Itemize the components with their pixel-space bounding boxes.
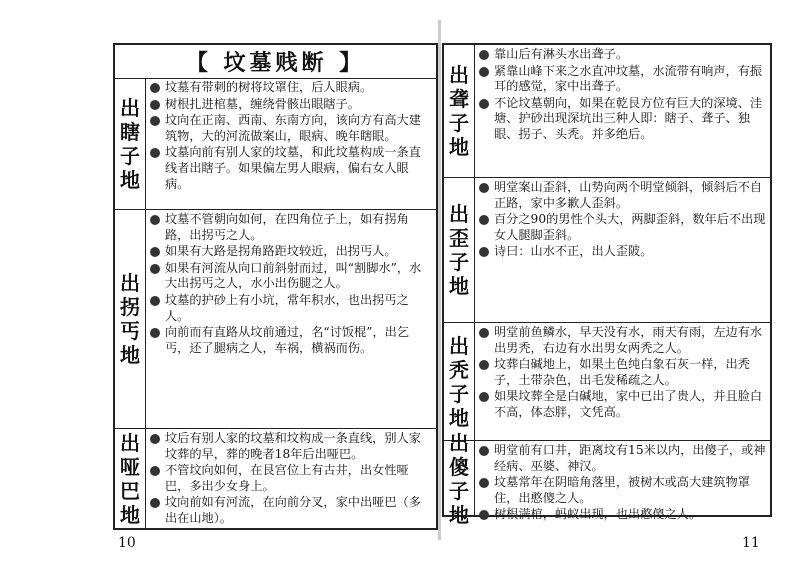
list-item-text: 如果有大路是拐角路距坟较近，出拐丐人。	[165, 244, 397, 259]
section-items	[477, 325, 767, 422]
bullet-icon	[150, 100, 160, 110]
list-item-text: 坟向前如有河流，在向前分叉，家中出哑巴（多出在山地）。	[165, 495, 421, 525]
list-item	[148, 244, 433, 260]
section-label-char: 秃	[449, 357, 469, 382]
section-label-char: 地	[449, 274, 469, 298]
right-page-table	[442, 43, 772, 527]
list-item-text: 坟墓向前有别人家的坟墓，和此坟墓构成一条直线者出瞎子。如果偏左男人眼病，偏右女人眼病。	[165, 145, 421, 191]
bullet-icon	[150, 148, 160, 158]
section-label-char: 地	[449, 503, 469, 527]
section-items	[477, 180, 767, 261]
bullet-icon	[479, 99, 489, 109]
section-label-char: 地	[449, 405, 469, 430]
list-item	[477, 389, 767, 420]
section-items	[148, 431, 433, 528]
page-number-right: 11	[742, 535, 760, 551]
list-item	[148, 113, 433, 144]
list-item	[477, 357, 767, 388]
section-fool	[444, 431, 770, 527]
bullet-icon	[479, 478, 489, 488]
list-item	[148, 495, 433, 526]
list-item-text: 明堂案山歪斜，山势向两个明堂倾斜，倾斜后不自正路，家中多歉人歪斜。	[494, 180, 763, 210]
list-item-text: 坟墓有带刺的树将坟罩住，后人眼病。	[165, 80, 373, 94]
page-number-left: 10	[118, 535, 136, 551]
bullet-icon	[150, 498, 160, 508]
bullet-icon	[479, 183, 489, 193]
section-deaf	[444, 45, 770, 178]
bullet-icon	[150, 247, 160, 257]
list-item-text: 明堂前有口井，距离坟有15米以内，出傻子，或神经病、巫婆、神汉。	[494, 443, 766, 473]
bullet-icon	[479, 50, 489, 60]
list-item	[477, 244, 767, 260]
section-label	[115, 78, 146, 209]
section-label-char: 子	[449, 250, 469, 274]
section-label-char: 丐	[120, 319, 140, 343]
list-item	[477, 507, 767, 523]
section-lame-beggar	[115, 210, 436, 429]
list-item	[148, 325, 433, 356]
section-label-char: 傻	[449, 455, 469, 479]
list-item-text: 不管坟向如何，在艮宫位上有古井，出女性哑巴，多出少女身上。	[165, 463, 409, 493]
section-crooked	[444, 178, 770, 323]
section-label-char: 出	[120, 95, 140, 120]
section-label	[444, 45, 475, 177]
list-item	[477, 64, 767, 95]
list-item-text: 靠山后有淋头水出聋子。	[494, 47, 629, 61]
list-item-text: 向前而有直路从坟前通过，名“讨饭棍”，出乞丐，还了腿病之人，车祸，横祸而伤。	[165, 325, 410, 355]
left-page-table	[113, 43, 438, 530]
section-label-char: 聋	[449, 87, 469, 111]
bullet-icon	[479, 510, 489, 520]
list-item	[148, 261, 433, 292]
section-items	[148, 80, 433, 193]
section-blind	[115, 78, 436, 210]
list-item	[477, 180, 767, 211]
section-label-char: 子	[120, 143, 140, 168]
bullet-icon	[479, 247, 489, 257]
section-label-char: 地	[120, 343, 140, 367]
list-item-text: 坟葬白碱地上，如果土色纯白象石灰一样，出秃子，土带杂色，出毛发稀疏之人。	[494, 357, 750, 387]
section-label-char: 出	[449, 202, 469, 226]
section-label-char: 子	[449, 111, 469, 135]
list-item-text: 坟向在正南、西南、东南方向，该向方有高大建筑物，大的河流做案山，眼病、晚年瞎眼。	[165, 113, 421, 143]
list-item	[477, 475, 767, 506]
page-title: 【 坟墓贱断 】	[185, 51, 366, 76]
bullet-icon	[479, 328, 489, 338]
section-label-char: 哑	[120, 454, 140, 479]
list-item-text: 坟墓常年在阴暗角落里，被树木或高大建筑物罩住，出憨傻之人。	[494, 475, 750, 505]
list-item-text: 诗曰：山水不正，出人歪陂。	[494, 244, 653, 259]
bullet-icon	[150, 296, 160, 306]
section-label-char: 瞎	[120, 119, 140, 144]
section-items	[477, 47, 767, 144]
section-label-char: 地	[120, 502, 140, 527]
bullet-icon	[150, 434, 160, 444]
bullet-icon	[479, 67, 489, 77]
list-item-text: 明堂前鱼鳞水，早天没有水，雨天有雨，左边有水出男秃，右边有水出男女两秃之人。	[494, 325, 763, 355]
section-label-char: 子	[449, 381, 469, 406]
list-item	[477, 47, 767, 63]
list-item-text: 坟墓的护砂上有小坑，常年积水，也出拐丐之人。	[165, 292, 409, 323]
list-item	[477, 443, 767, 474]
list-item	[148, 463, 433, 494]
section-label-char: 歪	[449, 226, 469, 250]
section-label-char: 子	[449, 479, 469, 503]
list-item-text: 不论坟墓朝向，如果在乾艮方位有巨大的深境、洼塘、护砂出现深坑出三种人即：瞎子、聋子、独眼、拐子、头秃。并多绝后。	[494, 95, 763, 141]
list-item-text: 坟后有别人家的坟墓和坟构成一条直线，别人家坟葬的早，葬的晚者18年后出哑巴。	[165, 431, 421, 461]
section-bald	[444, 323, 770, 441]
section-label-char: 拐	[120, 295, 140, 319]
list-item	[477, 325, 767, 356]
bullet-icon	[150, 83, 160, 93]
list-item	[477, 96, 767, 143]
bullet-icon	[150, 328, 160, 338]
section-label-char: 地	[449, 135, 469, 159]
section-label-char: 出	[449, 63, 469, 87]
list-item-text: 如果有河流从向口前斜射而过，叫“割脚水”，水大出拐丐之人，水小出伤腿之人。	[165, 260, 422, 291]
list-item	[148, 293, 433, 324]
list-item	[148, 431, 433, 462]
section-label	[444, 323, 475, 440]
list-item	[148, 145, 433, 192]
section-items	[477, 443, 767, 524]
list-item	[148, 80, 433, 96]
bullet-icon	[479, 392, 489, 402]
section-items	[148, 212, 433, 357]
section-label-char: 出	[120, 271, 140, 295]
list-item-text: 树根满棺，蚂蚁出现，也出憨傻之人。	[494, 507, 702, 522]
bullet-icon	[150, 116, 160, 126]
book-spine	[438, 20, 441, 540]
section-mute	[115, 429, 436, 528]
section-label-char: 出	[449, 431, 469, 455]
list-item	[148, 97, 433, 113]
list-item	[148, 212, 433, 243]
bullet-icon	[150, 264, 160, 274]
bullet-icon	[150, 215, 160, 225]
bullet-icon	[479, 360, 489, 370]
bullet-icon	[150, 466, 160, 476]
bullet-icon	[479, 215, 489, 225]
bullet-icon	[479, 446, 489, 456]
section-label-char: 地	[120, 167, 140, 192]
list-item-text: 紧靠山峰下来之水直冲坟墓，水流带有响声，有振耳的感觉，家中出聋子。	[494, 63, 763, 94]
title-banner	[115, 45, 436, 79]
section-label	[444, 431, 475, 527]
section-label	[115, 429, 146, 528]
section-label-char: 巴	[120, 478, 140, 503]
section-label-char: 出	[120, 430, 140, 455]
section-label-char: 出	[449, 333, 469, 358]
list-item-text: 树根扎进棺墓，缠绕骨骸出眼瞎子。	[165, 96, 360, 111]
list-item-text: 如果坟葬全是白碱地，家中已出了贵人，并且脸白不高，体态胖，文凭高。	[494, 389, 763, 419]
section-label	[444, 178, 475, 322]
list-item-text: 坟墓不管朝向如何，在四角位子上，如有拐角路，出拐丐之人。	[165, 212, 409, 242]
section-label	[115, 210, 146, 428]
list-item	[477, 212, 767, 243]
list-item-text: 百分之90的男性个头大，两脚歪斜，数年后不出现女人腿脚歪斜。	[494, 212, 766, 242]
